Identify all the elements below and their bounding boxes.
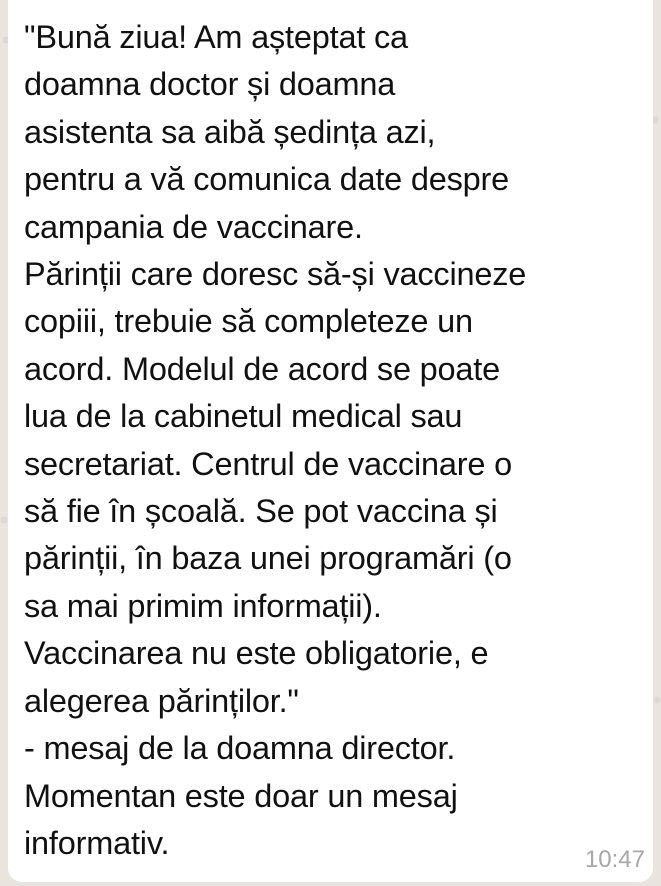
message-timestamp: 10:47: [584, 846, 645, 873]
message-line: sa mai primim informații).: [24, 587, 382, 624]
message-line: "Bună ziua! Am așteptat ca: [24, 19, 408, 55]
message-line: lua de la cabinetul medical sau: [24, 398, 463, 435]
message-line: alegerea părinților.": [24, 682, 299, 719]
message-line: doamna doctor și doamna: [24, 66, 396, 103]
message-line: secretariat. Centrul de vaccinare o: [24, 445, 512, 482]
message-line: Vaccinarea nu este obligatorie, e: [24, 635, 489, 672]
message-line: - mesaj de la doamna director.: [24, 730, 456, 767]
message-line: Momentan este doar un mesaj: [24, 777, 458, 814]
message-line: copiii, trebuie să completeze un: [24, 303, 473, 340]
message-line: acord. Modelul de acord se poate: [24, 350, 500, 387]
message-line: informativ.: [24, 824, 170, 861]
message-line: asistenta sa aibă ședința azi,: [24, 113, 436, 150]
message-bubble[interactable]: [8, 0, 653, 882]
message-line: să fie în școală. Se pot vaccina și: [24, 493, 498, 530]
message-line: campania de vaccinare.: [24, 208, 363, 245]
message-line: Părinții care doresc să-și vaccineze: [24, 256, 527, 293]
message-line: pentru a vă comunica date despre: [24, 161, 510, 198]
message-line: părinții, în baza unei programări (o: [24, 540, 512, 577]
message-text: [24, 14, 652, 867]
